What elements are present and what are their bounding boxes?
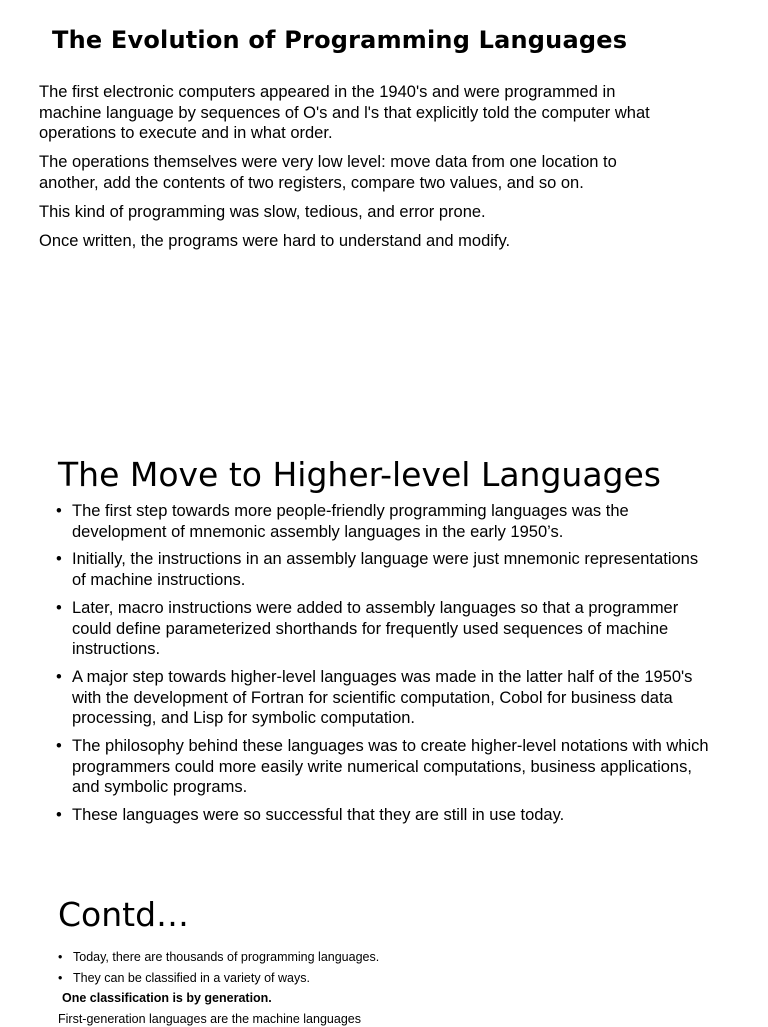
list-item	[56, 501, 716, 542]
paragraph: Once written, the programs were hard to understand and modify.	[39, 231, 511, 250]
truncated-line: First-generation languages are the machine languages	[58, 1012, 361, 1026]
bullet-icon: •	[56, 598, 62, 617]
bullet-icon: •	[56, 737, 62, 756]
paragraph: This kind of programming was slow, tedious, and error prone.	[39, 202, 486, 221]
list-item	[56, 549, 716, 590]
bullet-icon: •	[56, 806, 62, 825]
bold-statement: One classification is by generation.	[62, 991, 272, 1005]
bullet-list	[58, 949, 658, 991]
list-item	[56, 736, 716, 798]
slide-title-evolution: The Evolution of Programming Languages	[52, 26, 628, 54]
list-item-text: The philosophy behind these languages was to create higher-level notations with which programmers could more easily write numerical computations, business applications, and symbolic programs.	[72, 737, 709, 797]
bullet-icon: •	[56, 502, 62, 520]
bullet-icon: •	[56, 550, 62, 569]
list-item-text: A major step towards higher-level languages was made in the latter half of the 1950's with the development of Fortran for scientific computation, Cobol for business data processing, and Lisp for symbolic computation.	[72, 667, 693, 728]
slide-title-contd: Contd…	[58, 895, 190, 934]
list-item-text: Later, macro instructions were added to assembly languages so that a programmer could define parameterized shorthands for frequently used sequences of machine instructions.	[72, 598, 679, 659]
bullet-icon: •	[56, 667, 62, 686]
list-item	[58, 949, 658, 965]
list-item	[58, 970, 658, 986]
paragraph: The operations themselves were very low level: move data from one location to another, add the contents of two registers, compare two values, and so on.	[39, 153, 617, 192]
list-item-text: The first step towards more people-friendly programming languages was the development of mnemonic assembly languages in the early 1950’s.	[72, 502, 629, 541]
list-item	[56, 598, 716, 660]
slide-title-higher-level: The Move to Higher-level Languages	[58, 455, 661, 494]
list-item-text: Today, there are thousands of programming languages.	[73, 950, 380, 964]
list-item-text: These languages were so successful that they are still in use today.	[72, 806, 565, 825]
bullet-icon: •	[58, 971, 63, 985]
list-item-text: They can be classified in a variety of ways.	[73, 971, 310, 985]
bullet-list	[56, 501, 716, 833]
slide-body-evolution	[39, 82, 679, 260]
list-item	[56, 805, 716, 826]
bullet-icon: •	[58, 950, 63, 964]
paragraph: The first electronic computers appeared in the 1940's and were programmed in machine language by sequences of O's and l's that explicitly told the computer what operations to execute and in what order.	[39, 83, 650, 142]
list-item	[56, 667, 716, 729]
list-item-text: Initially, the instructions in an assembly language were just mnemonic representations of machine instructions.	[72, 550, 699, 590]
